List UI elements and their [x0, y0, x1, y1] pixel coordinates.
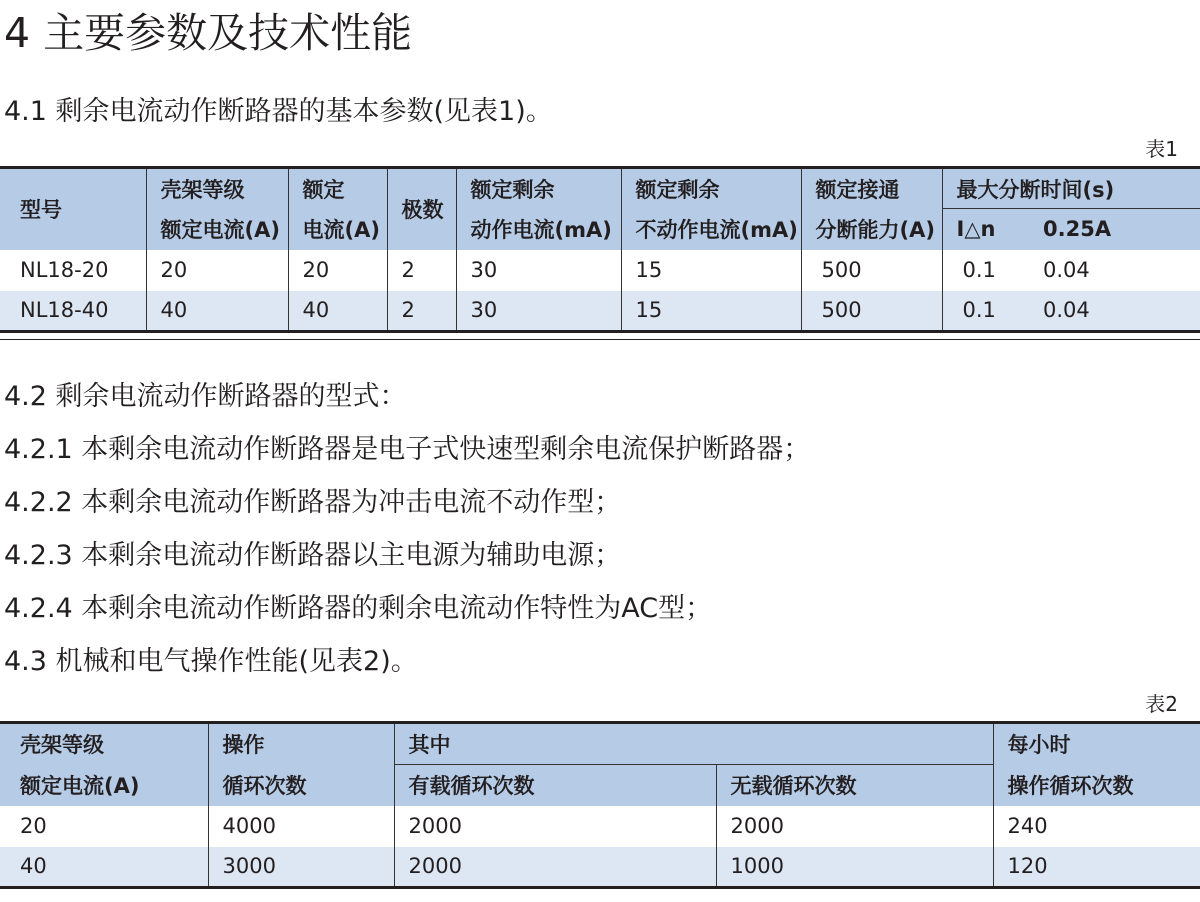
cell-breaking-capacity: 500 — [801, 291, 942, 332]
table1-bottom-rule — [0, 339, 1200, 340]
cell-time-025a: 0.04 — [1029, 250, 1200, 291]
header-loaded-cycles: 有载循环次数 — [394, 765, 716, 806]
clause-4-2-4: 4.2.4 本剩余电流动作断路器的剩余电流动作特性为AC型； — [4, 593, 713, 624]
header-frame-line2: 额定电流(A) — [0, 765, 208, 806]
section-4-2-title: 4.2 剩余电流动作断路器的型式： — [4, 381, 407, 412]
table2-caption: 表2 — [1145, 692, 1178, 716]
table1-caption: 表1 — [1145, 137, 1178, 161]
table1-basic-parameters — [0, 166, 1200, 333]
cell-rated-current: 40 — [288, 291, 387, 332]
clause-4-2-1: 4.2.1 本剩余电流动作断路器是电子式快速型剩余电流保护断路器； — [4, 434, 811, 465]
header-nonoperating-line1: 额定剩余 — [621, 168, 801, 209]
header-frame-line1: 壳架等级 — [0, 723, 208, 765]
table-row — [0, 847, 1200, 888]
table-row — [0, 806, 1200, 847]
table-row — [0, 250, 1200, 291]
header-rated-line1: 额定 — [288, 168, 387, 209]
header-hourly-line2: 操作循环次数 — [993, 765, 1200, 806]
cell-op-cycles: 4000 — [208, 806, 394, 847]
cell-model: NL18-40 — [0, 291, 146, 332]
header-hourly-line1: 每小时 — [993, 723, 1200, 765]
cell-frame-current: 40 — [146, 291, 288, 332]
cell-loaded-cycles: 2000 — [394, 847, 716, 888]
cell-frame-current: 40 — [0, 847, 208, 888]
cell-poles: 2 — [387, 250, 456, 291]
cell-time-025a: 0.04 — [1029, 291, 1200, 332]
cell-frame-current: 20 — [0, 806, 208, 847]
table2-operating-performance — [0, 721, 1200, 889]
header-nonoperating-line2: 不动作电流(mA) — [621, 209, 801, 250]
header-ops-line2: 循环次数 — [208, 765, 394, 806]
cell-frame-current: 20 — [146, 250, 288, 291]
cell-breaking-capacity: 500 — [801, 250, 942, 291]
table-row — [0, 291, 1200, 332]
clause-4-2-2: 4.2.2 本剩余电流动作断路器为冲击电流不动作型； — [4, 487, 622, 518]
section-4-1-title: 4.1 剩余电流动作断路器的基本参数(见表1)。 — [4, 96, 553, 127]
cell-model: NL18-20 — [0, 250, 146, 291]
header-frame-line2: 额定电流(A) — [146, 209, 288, 250]
cell-unloaded-cycles: 2000 — [716, 806, 993, 847]
cell-unloaded-cycles: 1000 — [716, 847, 993, 888]
section-heading: 4 主要参数及技术性能 — [4, 9, 413, 57]
clause-4-2-3: 4.2.3 本剩余电流动作断路器以主电源为辅助电源； — [4, 540, 622, 571]
cell-time-idn: 0.1 — [942, 291, 1029, 332]
cell-nonoperating-current: 15 — [621, 291, 801, 332]
cell-hourly-cycles: 240 — [993, 806, 1200, 847]
header-operating-line2: 动作电流(mA) — [456, 209, 621, 250]
section-4-3-title: 4.3 机械和电气操作性能(见表2)。 — [4, 646, 418, 677]
cell-op-cycles: 3000 — [208, 847, 394, 888]
header-time-idn: I△n — [942, 209, 1029, 250]
cell-nonoperating-current: 15 — [621, 250, 801, 291]
header-max-break-time: 最大分断时间(s) — [942, 168, 1200, 209]
header-operating-line1: 额定剩余 — [456, 168, 621, 209]
header-rated-line2: 电流(A) — [288, 209, 387, 250]
header-poles: 极数 — [387, 168, 456, 250]
cell-operating-current: 30 — [456, 250, 621, 291]
cell-loaded-cycles: 2000 — [394, 806, 716, 847]
header-frame-line1: 壳架等级 — [146, 168, 288, 209]
cell-rated-current: 20 — [288, 250, 387, 291]
header-model: 型号 — [0, 168, 146, 250]
header-breaking-line1: 额定接通 — [801, 168, 942, 209]
header-ops-line1: 操作 — [208, 723, 394, 765]
cell-poles: 2 — [387, 291, 456, 332]
header-breaking-line2: 分断能力(A) — [801, 209, 942, 250]
cell-hourly-cycles: 120 — [993, 847, 1200, 888]
header-among: 其中 — [394, 723, 993, 765]
header-unloaded-cycles: 无载循环次数 — [716, 765, 993, 806]
header-time-025a: 0.25A — [1029, 209, 1200, 250]
cell-operating-current: 30 — [456, 291, 621, 332]
cell-time-idn: 0.1 — [942, 250, 1029, 291]
